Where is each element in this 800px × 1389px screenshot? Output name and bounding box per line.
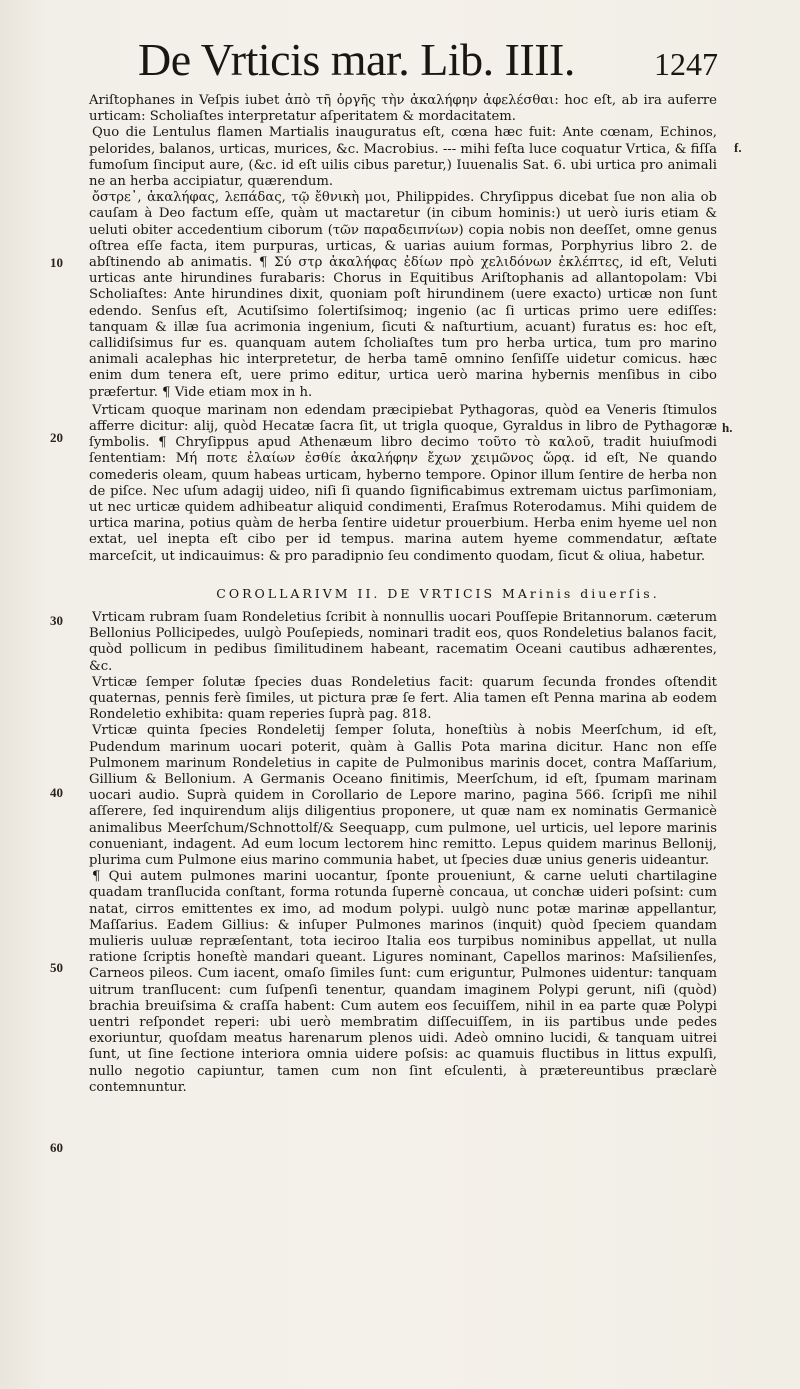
margin-line-number-20: 20 (50, 430, 63, 445)
paragraph-vrticae-quinta: Vrticæ quinta ſpecies Rondeletij ſemper ſoluta, honeſtiùs à nobis Meerſchum, id eſt, Pudendum marinum uocari poterit, quàm à Gallis Pota marina dicitur. Hanc non eſſe Pulmonem marinum Rondeletius in capite de Pulmonibus marinis docet, contra Maſſarium, Gillium & Bellonium. A Germanis Oceano finitimis, Meerſchum, id eſt, ſpumam marinam uocari audio. Suprà quidem in Corollario de Lepore marino, pagina 566. ſcripſi me nihil aſſerere, ſed inquirendum alijs diligentius proponere, ut quæ nam ex nominatis Germanicè animalibus Meerſchum/Schnottolf/& Seequapp, cum pulmone, uel urticis, uel lepore marinis conueniant, indagent. Ad eum locum lectorem hinc remitto. Lepus quidem marinus Bellonij, plurima cum Pulmone eius marino communia habet, ut ſpecies duæ unius generis uideantur. (89, 723, 717, 868)
page-header (138, 32, 718, 92)
margin-line-number-40: 40 (50, 785, 63, 800)
paragraph-vrticae-solutae: Vrticæ ſemper ſolutæ ſpecies duas Rondeletius facit: quarum ſecunda frondes oſtendit quaternas, pennis ferè ſimiles, ut pictura præ ſe fert. Alia tamen eſt Penna marina ab eodem Rondeletio exhibita: quam reperies ſuprà pag. 818. (89, 674, 717, 723)
margin-line-number-60: 60 (50, 1140, 63, 1155)
paragraph-aristophanes: Ariſtophanes in Veſpis iubet ἀπὸ τῆ ὀργῆς τὴν ἀκαλήφην ἀφελέσθαι: hoc eſt, ab ira auferre urticam: Scholiaſtes interpretatur aſperitatem & mordacitatem. (89, 93, 717, 125)
margin-line-number-50: 50 (50, 960, 63, 975)
main-text-block (89, 93, 717, 1096)
running-title: De Vrticis mar. Lib. IIII. (138, 34, 575, 85)
margin-line-number-30: 30 (50, 613, 63, 628)
margin-letter-h: h. (722, 420, 733, 435)
paragraph-philippides: ὄστρε᾽, ἀκαλήφας, λεπάδας, τῷ ἔθνικὴ μοι, Philippides. Chryſippus dicebat ſue non alia ob cauſam à Deo factum eſſe, quàm ut mactaretur (in cibum hominis:) ut uerò iuris etiam & ueluti obiter accedentium ciborum (τῶν παραδειπνίων) copia nobis non deeſſet, omne genus oſtrea eſſe facta, item purpuras, urticas, & uarias auium formas, Porphyrius libro 2. de abſtinendo ab animatis. ¶ Σύ στρ ἀκαλήφας ἐδίων πρὸ χελιδόνων ἐκλέπτες, id eſt, Veluti urticas ante hirundines furabaris: Chorus in Equitibus Ariſtophanis ad allantopolam: Vbi Scholiaſtes: Ante hirundines dixit, quoniam poſt hirundinem (uere exacto) urticæ non ſunt edendo. Senſus eſt, Acutiſsimo ſolertiſsimoq; ingenio (ac ſi urticas primo uere ediſſes: tanquam & illæ ſua acrimonia ingenium, ſicuti & naſturtium, acuant) furatus es: hoc eſt, callidiſsimus fur es. quanquam autem ſcholiaſtes tum pro herba urtica, tum pro marino animali acalephas hic interpretetur, de herba tamē omnino ſenſiſſe uidetur comicus. hæc enim dum tenera eſt, uere primo editur, urtica uerò marina hybernis menſibus in cibo præfertur. ¶ Vide etiam mox in h. (89, 190, 717, 400)
section-heading-corollarium: COROLLARIVM II. DE VRTICIS MArinis diuerſis. (216, 585, 660, 601)
margin-line-number-10: 10 (50, 255, 63, 270)
paragraph-pythagoras: Vrticam quoque marinam non edendam præcipiebat Pythagoras, quòd ea Veneris ſtimulos afferre dicitur: alij, quòd Hecatæ ſacra ſit, ut trigla quoque, Gyraldus in libro de Pythagoræ ſymbolis. ¶ Chryſippus apud Athenæum libro decimo τοῦτο τὸ καλοῦ, tradit huiuſmodi ſententiam: Μή ποτε ἐλαίων ἐσθίε ἀκαλήφην ἔχων χειμῶνος ὥρᾳ. id eſt, Ne quando comederis oleam, quum habeas urticam, hyberno tempore. Opinor illum ſentire de herba non de piſce. Nec uſum adagij uideo, niſi ſi quando ſignificabimus extremam uictus parſimoniam, ut nec urticæ quidem adhibeatur aliquid condimenti, Eraſmus Roterodamus. Mihi quidem de urtica marina, potius quàm de herba ſentire uidetur prouerbium. Herba enim hyeme uel non extat, uel inepta eſt cibo per id tempus. marina autem hyeme commendatur, æſtate marceſcit, ut indicauimus: & pro paradipnio ſeu condimento quodam, ſicut & oliua, habetur. (89, 402, 717, 564)
paragraph-rondeletius-rubra: Vrticam rubram ſuam Rondeletius ſcribit à nonnullis uocari Pouſſepie Britannorum. cæterum Bellonius Pollicipedes, uulgò Pouſepieds, nominari tradit eos, quos Rondeletius balanos facit, quòd pollicum in pedibus ſimilitudinem habeant, racematim Oceani cautibus adhærentes, &c. (89, 609, 717, 674)
paragraph-pulmones-marini: ¶ Qui autem pulmones marini uocantur, ſponte proueniunt, & carne ueluti chartilagine quadam tranſlucida conſtant, forma rotunda ſupernè concaua, ut conchæ uideri poſsint: cum natat, cirros emittentes ex imo, ad modum polypi. uulgò nunc potæ marinæ appellantur, Maſſarius. Eadem Gillius: & inſuper Pulmones marinos (inquit) quòd ſpeciem quandam mulieris uuluæ repræſentant, tota ieciroo Italia eos turpibus nominibus appellat, ut nulla ratione ſcriptis honeſtè mandari queant. Ligures nominant, Capellos marinos: Maſsilienſes, Carneos pileos. Cum iacent, omaſo ſimiles ſunt: cum eriguntur, Pulmones uidentur: tanquam uitrum tranſlucent: cum ſuſpenſi tenentur, quandam imaginem Polypi gerunt, niſi (quòd) brachia breuiſsima & craſſa habent: Cum autem eos ſecuiſſem, nihil in ea parte quæ Polypi uentri reſpondet reperi: ubi uerò membratim diſſecuiſſem, in iis partibus unde pedes exoriuntur, quoſdam meatus harenarum plenos uidi. Adeò omnino lucidi, & tanquam uitrei ſunt, ut ſine ſectione interiora omnia uidere poſsis: ac quamuis fluctibus in littus expulſi, nullo negotio capiuntur, tamen cum non ſint eſculenti, à prætereuntibus præclarè contemnuntur. (89, 869, 717, 1095)
margin-letter-f: f. (734, 140, 742, 155)
page-number: 1247 (654, 46, 718, 82)
paragraph-lentulus: Quo die Lentulus flamen Martialis inauguratus eſt, cœna hæc fuit: Ante cœnam, Echinos, pelorides, balanos, urticas, murices, &c. Macrobius. --- mihi feſta luce coquatur Vrtica, & fiſſa fumoſum ſinciput aure, (&c. id eſt uilis cibus paretur,) Iuuenalis Sat. 6. ubi urtica pro animali ne an herba accipiatur, quærendum. (89, 125, 717, 190)
